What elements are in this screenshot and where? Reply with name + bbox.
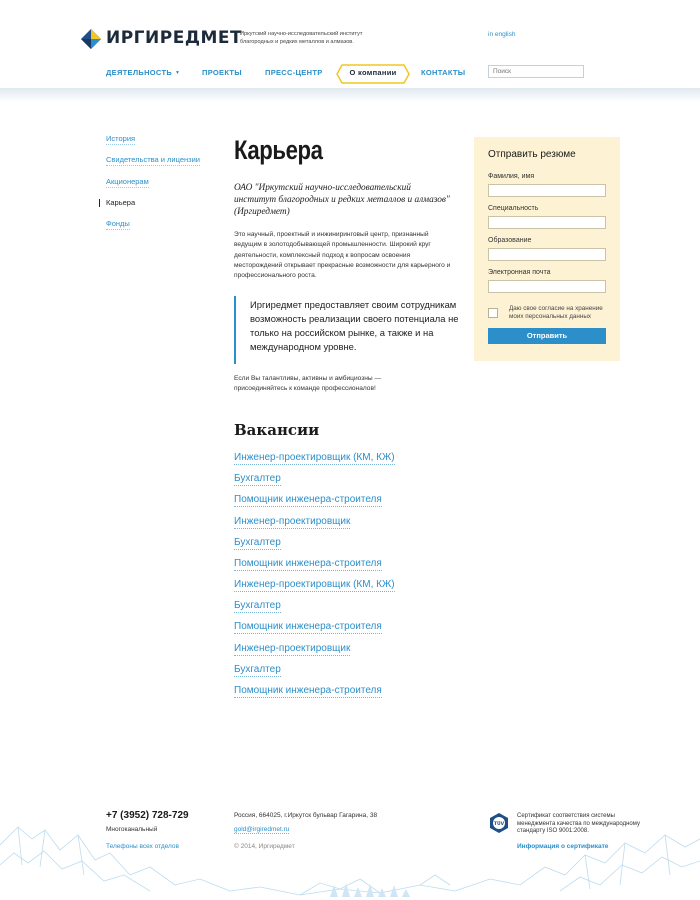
- vacancy-link[interactable]: Помощник инженера-строителя: [234, 558, 382, 569]
- submit-button[interactable]: Отправить: [488, 328, 606, 344]
- vacancy-link[interactable]: Бухгалтер: [234, 600, 281, 611]
- current-marker: [99, 199, 100, 207]
- tuv-certificate-icon: [488, 812, 510, 834]
- sidebar-item-career[interactable]: [106, 198, 135, 208]
- education-label: Образование: [488, 237, 532, 244]
- certificate-text: Сертификат соответствия системы менеджмента качества по международному стандарту ISO 9001:2008.: [517, 813, 640, 834]
- quote-text: Иргиредмет предоставляет своим сотрудникам возможность реализации своего потенциала не только на российском рынке, а также и на международном уровне.: [250, 299, 459, 352]
- name-field[interactable]: [488, 184, 606, 197]
- footer-phone-note: Многоканальный: [106, 826, 158, 833]
- logo-text[interactable]: ИРГИРЕДМЕТ: [106, 28, 243, 48]
- footer-phones-link[interactable]: Телефоны всех отделов: [106, 843, 179, 850]
- specialty-field[interactable]: [488, 216, 606, 229]
- footer-address: Россия, 664025, г.Иркутск бульвар Гагарина, 38: [234, 812, 378, 819]
- call-to-action-paragraph: Если Вы талантливы, активны и амбициозны — присоединяйтесь к команде профессионалов!: [234, 375, 382, 393]
- logo-icon[interactable]: [80, 28, 102, 50]
- header-tagline: Иркутский научно-исследовательский институт благородных и редких металлов и алмазов.: [240, 31, 363, 45]
- main-nav: [0, 64, 700, 84]
- vacancy-link[interactable]: Инженер-проектировщик: [234, 643, 351, 654]
- consent-text: Даю свое согласие на хранение моих персональных данных: [509, 305, 603, 320]
- search-input[interactable]: [488, 65, 584, 78]
- intro-paragraph: Это научный, проектный и инжиниринговый центр, признанный ведущим в золотодобывающей промышленности. Широкий круг деятельности, комплексный подход к вопросам освоения месторождений открывает прекрасные возможности для карьерного и профессионального роста.: [234, 231, 451, 280]
- education-field[interactable]: [488, 248, 606, 261]
- footer-phone[interactable]: +7 (3952) 728-729: [106, 810, 189, 821]
- lead-text: ОАО "Иркутский научно-исследовательский институт благородных и редких металлов и алмазов" (Иргиредмет): [234, 183, 450, 217]
- vacancy-link[interactable]: Помощник инженера-строителя: [234, 494, 382, 505]
- sidebar-item-licenses[interactable]: Свидетельства и лицензии: [106, 155, 200, 164]
- quote-block: [234, 296, 459, 364]
- site-header: [0, 0, 700, 96]
- vacancy-link[interactable]: Бухгалтер: [234, 537, 281, 548]
- email-label: Электронная почта: [488, 269, 551, 276]
- nav-label: О компании: [349, 68, 397, 77]
- resume-form: [474, 137, 620, 361]
- consent-checkbox[interactable]: [488, 308, 498, 318]
- nav-item-contacts[interactable]: КОНТАКТЫ: [421, 68, 466, 77]
- tuv-badge-text: TÜV: [493, 822, 505, 827]
- sidebar-item-history[interactable]: История: [106, 134, 136, 143]
- nav-label: ДЕЯТЕЛЬНОСТЬ: [106, 68, 173, 77]
- vacancy-link[interactable]: Помощник инженера-строителя: [234, 685, 382, 696]
- header-shadow: [0, 88, 700, 102]
- resume-form-title: Отправить резюме: [488, 149, 576, 160]
- vacancy-link[interactable]: Бухгалтер: [234, 473, 281, 484]
- certificate-info-link[interactable]: Информация о сертификате: [517, 843, 609, 850]
- email-field[interactable]: [488, 280, 606, 293]
- nav-item-activity[interactable]: [106, 68, 180, 77]
- vacancies-title: Вакансии: [234, 421, 320, 439]
- footer-email-link[interactable]: gold@irgiredmet.ru: [234, 826, 290, 833]
- sidebar-item-label: Карьера: [106, 198, 136, 207]
- vacancy-link[interactable]: Помощник инженера-строителя: [234, 621, 382, 632]
- nav-item-projects[interactable]: ПРОЕКТЫ: [202, 68, 242, 77]
- vacancy-link[interactable]: Бухгалтер: [234, 664, 281, 675]
- name-label: Фамилия, имя: [488, 173, 535, 180]
- nav-item-about[interactable]: [336, 64, 410, 84]
- footer-copyright: © 2014, Иргиредмет: [234, 843, 295, 850]
- sidebar-item-funds[interactable]: Фонды: [106, 219, 130, 228]
- vacancy-link[interactable]: Инженер-проектировщик: [234, 516, 351, 527]
- language-link[interactable]: in english: [488, 31, 516, 38]
- caret-down-icon: ▼: [175, 70, 181, 76]
- specialty-label: Специальность: [488, 205, 539, 212]
- nav-item-press[interactable]: ПРЕСС-ЦЕНТР: [265, 68, 323, 77]
- vacancy-link[interactable]: Инженер-проектировщик (КМ, КЖ): [234, 452, 395, 463]
- vacancy-link[interactable]: Инженер-проектировщик (КМ, КЖ): [234, 579, 395, 590]
- page-title: Карьера: [234, 135, 323, 165]
- sidebar-item-shareholders[interactable]: Акционерам: [106, 177, 149, 186]
